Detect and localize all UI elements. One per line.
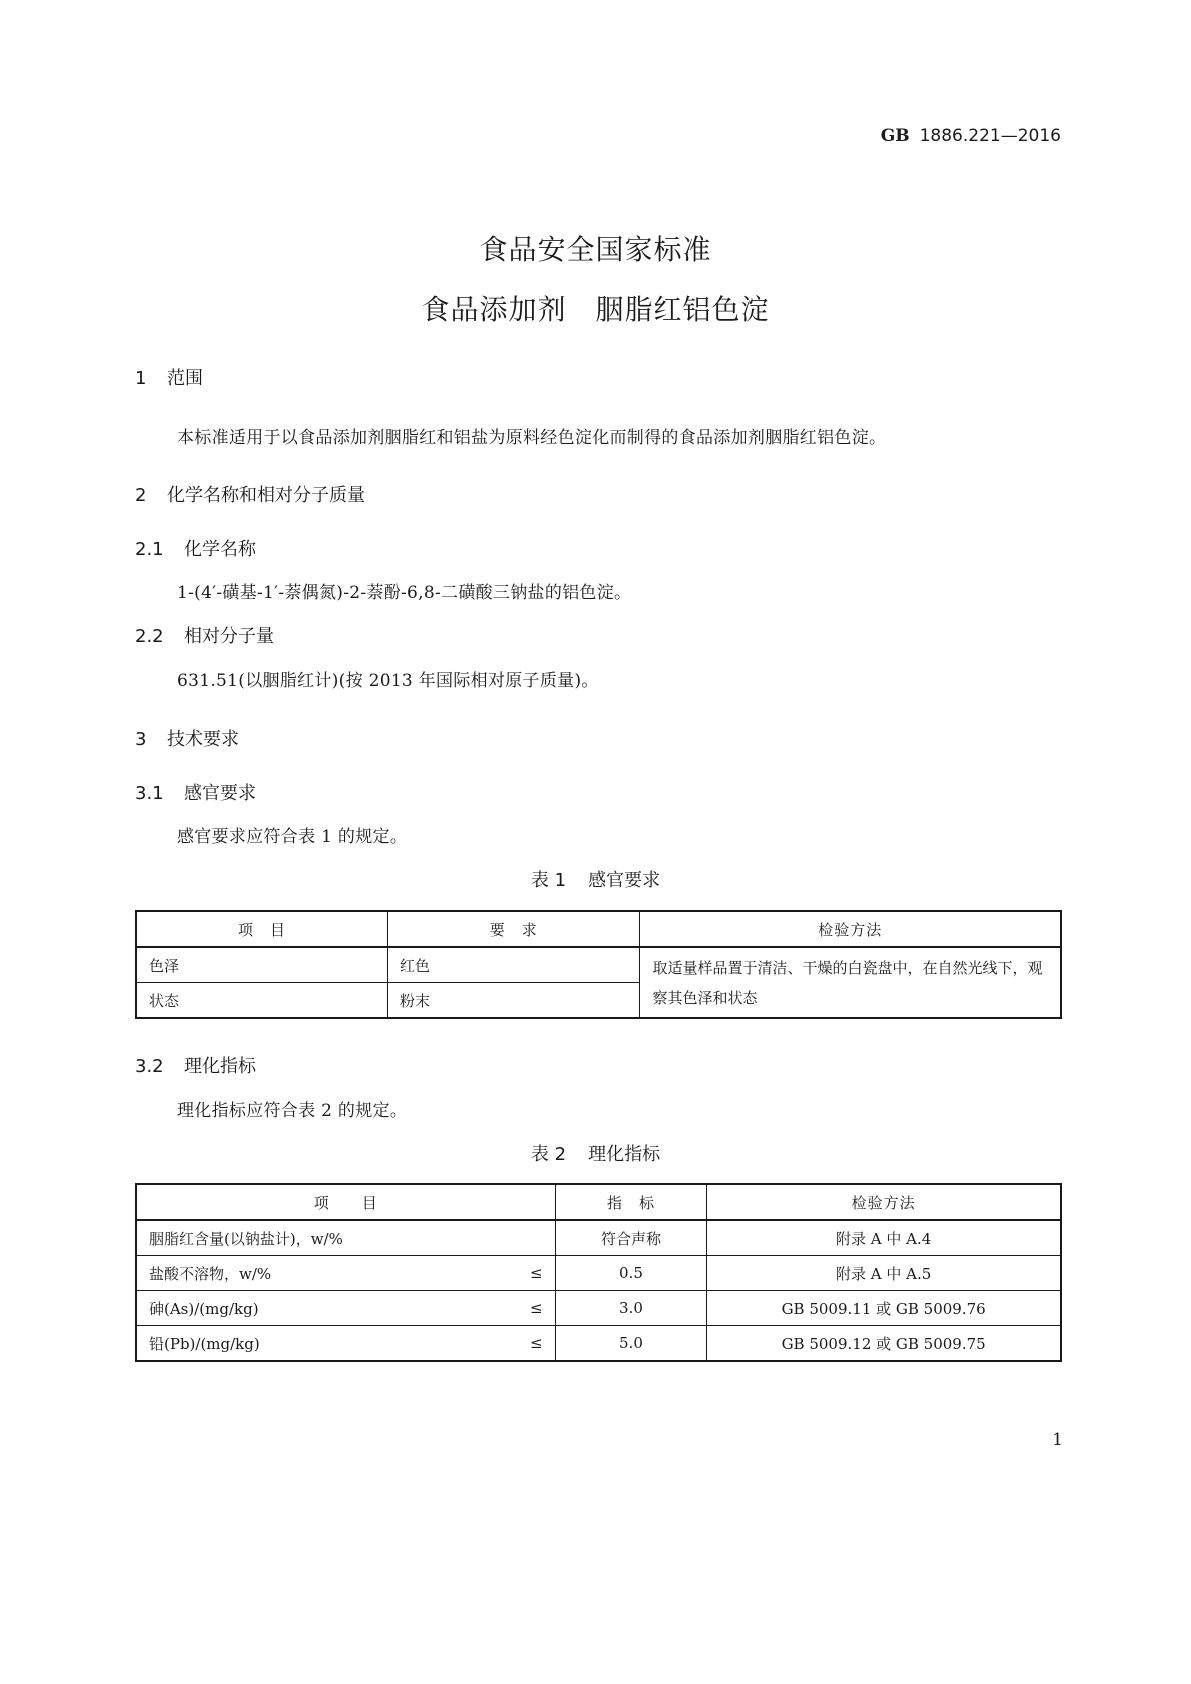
table-caption-title: 感官要求 <box>588 870 661 891</box>
section-3-2-heading <box>135 1052 256 1078</box>
section-title: 化学名称 <box>184 539 256 560</box>
section-3-2-text: 理化指标应符合表 2 的规定。 <box>177 1101 408 1121</box>
standard-code-prefix: GB <box>880 126 910 146</box>
table-header-row <box>136 1184 1061 1220</box>
document-title: 食品安全国家标准 <box>479 233 712 266</box>
cell-method: 取适量样品置于清洁、干燥的白瓷盘中，在自然光线下，观察其色泽和状态 <box>640 947 1061 1018</box>
cell-item <box>136 1256 555 1291</box>
table-2 <box>135 1183 1062 1362</box>
table-row <box>136 947 1061 983</box>
table-row <box>136 1220 1061 1256</box>
table-row <box>136 1291 1061 1326</box>
document-subtitle: 食品添加剂 胭脂红铝色淀 <box>421 293 770 326</box>
column-header-item: 项 目 <box>136 1184 555 1220</box>
section-number: 2 <box>135 485 147 506</box>
section-title: 化学名称和相对分子质量 <box>167 485 365 506</box>
cell-item-text: 砷(As)/(mg/kg) <box>149 1299 259 1318</box>
less-equal-symbol: ≤ <box>530 1299 543 1317</box>
section-2-1-text: 1-(4′-磺基-1′-萘偶氮)-2-萘酚-6,8-二磺酸三钠盐的铝色淀。 <box>177 583 632 603</box>
table-caption-number: 表 2 <box>530 1144 567 1165</box>
section-number: 3 <box>135 729 147 750</box>
column-header-value: 指 标 <box>555 1184 707 1220</box>
cell-value: 5.0 <box>555 1326 707 1362</box>
section-number: 3.1 <box>135 783 164 804</box>
cell-item-text: 盐酸不溶物，w/% <box>149 1264 272 1283</box>
column-header-requirement: 要 求 <box>387 911 639 947</box>
section-number: 2.1 <box>135 539 164 560</box>
cell-value: 3.0 <box>555 1291 707 1326</box>
section-1-text: 本标准适用于以食品添加剂胭脂红和铝盐为原料经色淀化而制得的食品添加剂胭脂红铝色淀。 <box>177 428 887 448</box>
column-header-item: 项 目 <box>136 911 387 947</box>
cell-value: 0.5 <box>555 1256 707 1291</box>
less-equal-symbol: ≤ <box>530 1334 543 1352</box>
section-3-1-heading <box>135 779 256 805</box>
cell-requirement: 红色 <box>387 947 639 983</box>
section-title: 技术要求 <box>167 729 239 750</box>
table-1 <box>135 910 1062 1019</box>
section-1-heading <box>135 364 203 390</box>
cell-item: 胭脂红含量(以钠盐计)，w/% <box>136 1220 555 1256</box>
section-number: 1 <box>135 368 147 389</box>
column-header-method: 检验方法 <box>640 911 1061 947</box>
section-title: 理化指标 <box>184 1056 256 1077</box>
cell-method: 附录 A 中 A.5 <box>707 1256 1061 1291</box>
column-header-method: 检验方法 <box>707 1184 1061 1220</box>
standard-code-number: 1886.221—2016 <box>919 126 1061 146</box>
less-equal-symbol: ≤ <box>530 1264 543 1282</box>
section-2-2-text: 631.51(以胭脂红计)(按 2013 年国际相对原子质量)。 <box>177 671 599 691</box>
cell-item-text: 铅(Pb)/(mg/kg) <box>149 1334 260 1353</box>
cell-item: 色泽 <box>136 947 387 983</box>
section-title: 感官要求 <box>184 783 256 804</box>
section-title: 范围 <box>167 368 203 389</box>
section-2-2-heading <box>135 622 274 648</box>
cell-method: GB 5009.12 或 GB 5009.75 <box>707 1326 1061 1362</box>
cell-method: 附录 A 中 A.4 <box>707 1220 1061 1256</box>
section-3-1-text: 感官要求应符合表 1 的规定。 <box>177 827 408 847</box>
cell-requirement: 粉末 <box>387 983 639 1019</box>
cell-item: 状态 <box>136 983 387 1019</box>
table-header-row <box>136 911 1061 947</box>
table-caption-number: 表 1 <box>530 870 567 891</box>
cell-method: GB 5009.11 或 GB 5009.76 <box>707 1291 1061 1326</box>
cell-item <box>136 1291 555 1326</box>
table-2-caption <box>0 1140 1191 1166</box>
section-number: 2.2 <box>135 626 164 647</box>
table-row <box>136 1256 1061 1291</box>
standard-code <box>881 126 1061 146</box>
table-row <box>136 1326 1061 1362</box>
section-number: 3.2 <box>135 1056 164 1077</box>
table-caption-title: 理化指标 <box>588 1144 661 1165</box>
section-2-1-heading <box>135 535 256 561</box>
section-3-heading <box>135 725 239 751</box>
table-1-caption <box>0 866 1191 892</box>
cell-item <box>136 1326 555 1362</box>
section-title: 相对分子量 <box>184 626 274 647</box>
section-2-heading <box>135 481 365 507</box>
page-number: 1 <box>1052 1430 1063 1450</box>
cell-value: 符合声称 <box>555 1220 707 1256</box>
